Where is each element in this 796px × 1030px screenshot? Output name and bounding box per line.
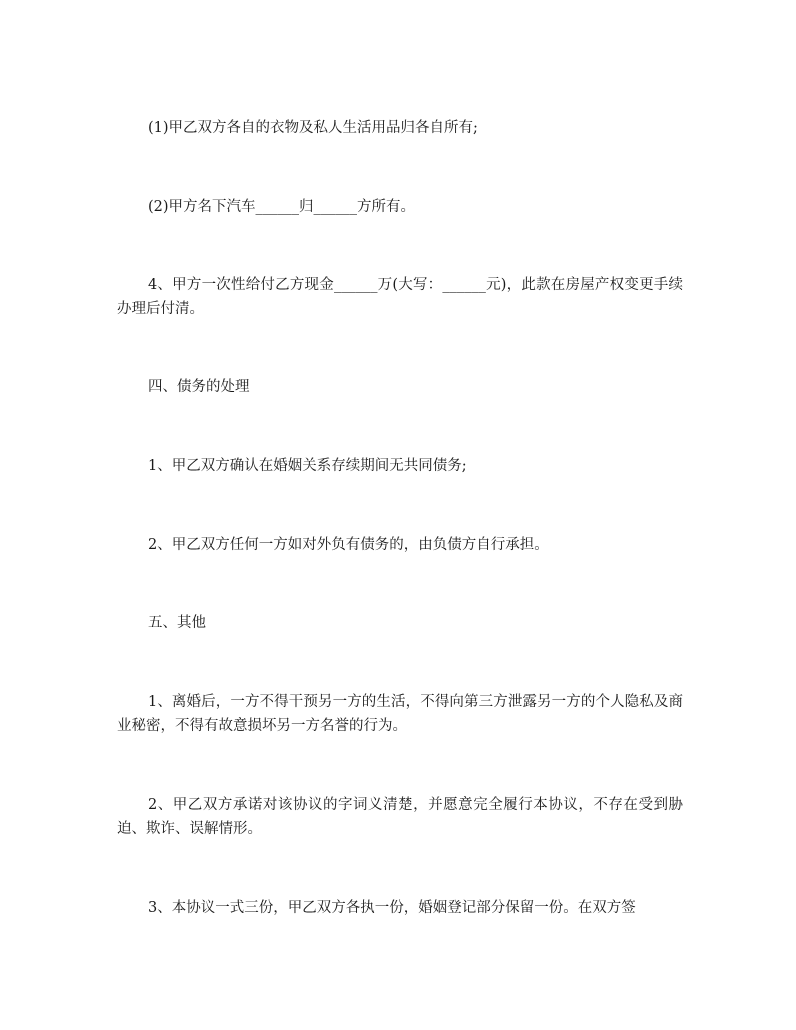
clause-privacy: 1、离婚后，一方不得干预另一方的生活，不得向第三方泄露另一方的个人隐私及商业秘密，不得有故意损坏另一方名誉的行为。 — [117, 694, 683, 734]
clause-copies: 3、本协议一式三份，甲乙双方各执一份，婚姻登记部分保留一份。在双方签 — [148, 900, 636, 916]
clause-personal-belongings: (1)甲乙双方各自的衣物及私人生活用品归各自所有; — [148, 120, 478, 136]
clause-individual-debt: 2、甲乙双方任何一方如对外负有债务的，由负债方自行承担。 — [148, 537, 549, 553]
clause-cash-payment: 4、甲方一次性给付乙方现金______万(大写：______元)，此款在房屋产权变更手续办理后付清。 — [117, 277, 683, 317]
clause-no-joint-debt: 1、甲乙双方确认在婚姻关系存续期间无共同债务; — [148, 458, 467, 474]
clause-car-ownership: (2)甲方名下汽车______归______方所有。 — [148, 199, 416, 215]
section-heading-other: 五、其他 — [148, 615, 206, 631]
clause-understanding: 2、甲乙双方承诺对该协议的字词义清楚，并愿意完全履行本协议，不存在受到胁迫、欺诈、误解情形。 — [117, 797, 683, 837]
section-heading-debts: 四、债务的处理 — [148, 379, 250, 395]
